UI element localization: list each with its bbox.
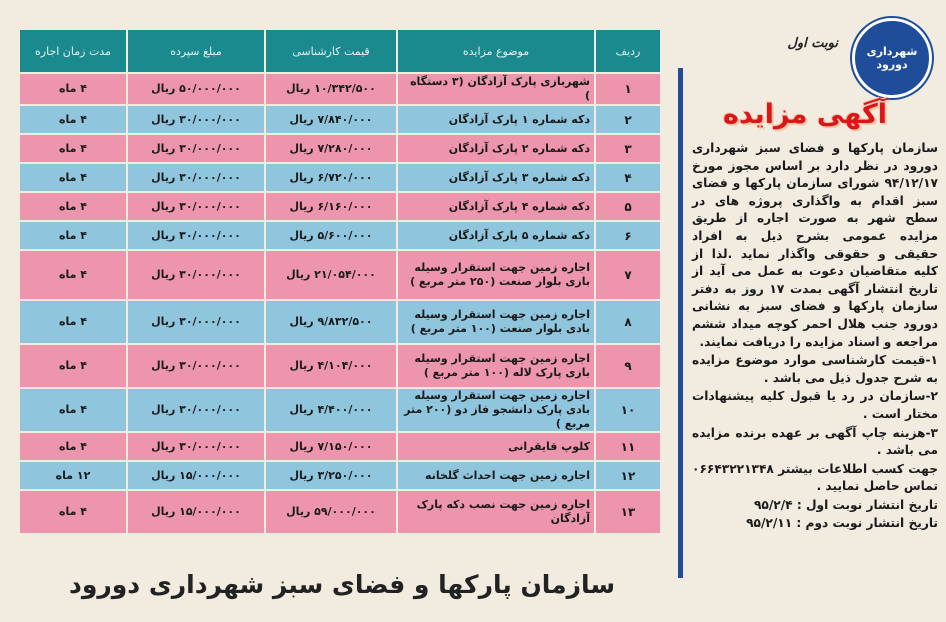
row-duration: ۴ ماه [20,433,126,460]
row-subject: اجاره زمین جهت استقرار وسیله بازی بلوار صنعت (۲۵۰ متر مربع ) [398,251,594,299]
row-subject: اجاره زمین جهت احداث گلخانه [398,462,594,489]
row-duration: ۴ ماه [20,345,126,387]
logo-text-line1: شهرداری [866,45,918,58]
table-row [20,222,660,249]
row-duration: ۴ ماه [20,251,126,299]
row-price: ۴/۴۰۰/۰۰۰ ریال [266,389,396,431]
row-subject: اجاره زمین جهت استقرار وسیله بازی پارک لاله (۱۰۰ متر مربع ) [398,345,594,387]
row-subject: کلوپ قایقرانی [398,433,594,460]
row-index: ۱۱ [596,433,660,460]
header-price: قیمت کارشناسی [266,30,396,72]
notice-round: نوبت اول [787,36,838,51]
row-duration: ۴ ماه [20,74,126,104]
row-price: ۵/۶۰۰/۰۰۰ ریال [266,222,396,249]
row-deposit: ۱۵/۰۰۰/۰۰۰ ریال [128,491,264,533]
row-price: ۲۱/۰۵۴/۰۰۰ ریال [266,251,396,299]
row-deposit: ۳۰/۰۰۰/۰۰۰ ریال [128,106,264,133]
row-index: ۲ [596,106,660,133]
body-date-first: تاریخ انتشار نوبت اول : ۹۵/۲/۴ [753,497,938,512]
table-row [20,251,660,299]
table-row [20,389,660,431]
row-deposit: ۱۵/۰۰۰/۰۰۰ ریال [128,462,264,489]
row-subject: اجاره زمین جهت استقرار وسیله بادی بلوار صنعت (۱۰۰ متر مربع ) [398,301,594,343]
row-index: ۹ [596,345,660,387]
table-row [20,462,660,489]
row-deposit: ۳۰/۰۰۰/۰۰۰ ریال [128,251,264,299]
footer-banner: سازمان پارکها و فضای سبز شهرداری دورود [68,569,616,599]
row-duration: ۱۲ ماه [20,462,126,489]
table-row [20,301,660,343]
row-index: ۷ [596,251,660,299]
row-deposit: ۳۰/۰۰۰/۰۰۰ ریال [128,301,264,343]
header-duration: مدت زمان اجاره [20,30,126,72]
row-subject: دکه شماره ۳ پارک آزادگان [398,164,594,191]
row-subject: اجاره زمین جهت استقرار وسیله بادی پارک دانشجو فاز دو (۲۰۰ متر مربع ) [398,389,594,431]
row-subject: شهربازی پارک آزادگان (۳ دستگاه ) [398,74,594,104]
row-index: ۴ [596,164,660,191]
row-index: ۳ [596,135,660,162]
table-header-row [20,30,660,72]
table-row [20,193,660,220]
auction-table [22,28,662,535]
header-index: ردیف [596,30,660,72]
row-price: ۱۰/۳۴۲/۵۰۰ ریال [266,74,396,104]
row-price: ۴/۱۰۴/۰۰۰ ریال [266,345,396,387]
row-duration: ۴ ماه [20,389,126,431]
row-subject: دکه شماره ۱ پارک آزادگان [398,106,594,133]
row-index: ۱ [596,74,660,104]
notice-body [692,140,938,534]
table-row [20,164,660,191]
row-subject: دکه شماره ۴ پارک آزادگان [398,193,594,220]
row-price: ۷/۸۴۰/۰۰۰ ریال [266,106,396,133]
body-paragraph: سازمان پارکها و فضای سبز شهرداری دورود در نظر دارد بر اساس مجوز مورخ ۹۴/۱۲/۱۷ شورای سازمان پارکها و فضای سبز اقدام به واگذاری پروژه های در سطح شهر به صورت اجاره از طریق مزایده عمومی بشرح ذیل به افراد حقیقی و حقوقی واگذار نماید .لذا از کلیه متقاضیان دعوت به عمل می آید از تاریخ انتشار آگهی بمدت ۱۷ روز به دفتر سازمان پارکها و فضای سبز به نشانی دورود جنب هلال احمر کوچه میداد ششم مراجعه و اسناد مزایده را دریافت نمایند. [692,141,938,349]
row-price: ۷/۲۸۰/۰۰۰ ریال [266,135,396,162]
row-index: ۱۲ [596,462,660,489]
row-subject: دکه شماره ۲ پارک آزادگان [398,135,594,162]
row-index: ۸ [596,301,660,343]
row-price: ۶/۷۲۰/۰۰۰ ریال [266,164,396,191]
row-deposit: ۳۰/۰۰۰/۰۰۰ ریال [128,135,264,162]
row-price: ۶/۱۶۰/۰۰۰ ریال [266,193,396,220]
header-deposit: مبلغ سپرده [128,30,264,72]
table-row [20,74,660,104]
row-deposit: ۳۰/۰۰۰/۰۰۰ ریال [128,193,264,220]
row-subject: اجاره زمین جهت نصب دکه پارک آزادگان [398,491,594,533]
table-row [20,106,660,133]
row-duration: ۴ ماه [20,222,126,249]
logo-text-line2: دورود [876,58,908,71]
row-deposit: ۳۰/۰۰۰/۰۰۰ ریال [128,433,264,460]
row-duration: ۴ ماه [20,106,126,133]
body-item-2: ۲-سازمان در رد یا قبول کلیه پیشنهادات مختار است . [692,389,938,421]
row-index: ۱۳ [596,491,660,533]
row-duration: ۴ ماه [20,301,126,343]
row-deposit: ۳۰/۰۰۰/۰۰۰ ریال [128,389,264,431]
row-deposit: ۳۰/۰۰۰/۰۰۰ ریال [128,345,264,387]
row-index: ۵ [596,193,660,220]
row-deposit: ۳۰/۰۰۰/۰۰۰ ریال [128,222,264,249]
row-duration: ۴ ماه [20,193,126,220]
table-row [20,433,660,460]
row-duration: ۴ ماه [20,491,126,533]
row-duration: ۴ ماه [20,135,126,162]
body-contact: جهت کسب اطلاعات بیشتر ۰۶۶۴۳۲۲۱۳۴۸ تماس حاصل نمایید . [692,461,938,494]
column-divider [678,68,683,578]
row-price: ۵۹/۰۰۰/۰۰۰ ریال [266,491,396,533]
row-price: ۹/۸۳۲/۵۰۰ ریال [266,301,396,343]
row-subject: دکه شماره ۵ پارک آزادگان [398,222,594,249]
body-item-3: ۳-هزینه چاپ آگهی بر عهده برنده مزایده می باشد . [692,425,938,458]
table-row [20,135,660,162]
notice-title: آگهی مزایده [723,98,887,130]
row-duration: ۴ ماه [20,164,126,191]
row-price: ۷/۱۵۰/۰۰۰ ریال [266,433,396,460]
row-deposit: ۳۰/۰۰۰/۰۰۰ ریال [128,164,264,191]
header-subject: موضوع مزایده [398,30,594,72]
table-row [20,345,660,387]
body-item-1: ۱-قیمت کارشناسی موارد موضوع مزایده به شرح جدول ذیل می باشد . [692,353,938,385]
row-index: ۶ [596,222,660,249]
row-deposit: ۵۰/۰۰۰/۰۰۰ ریال [128,74,264,104]
notice-column [678,8,940,614]
body-date-second: تاریخ انتشار نوبت دوم : ۹۵/۲/۱۱ [746,516,938,531]
municipality-logo [852,18,932,98]
row-price: ۳/۲۵۰/۰۰۰ ریال [266,462,396,489]
row-index: ۱۰ [596,389,660,431]
table-row [20,491,660,533]
